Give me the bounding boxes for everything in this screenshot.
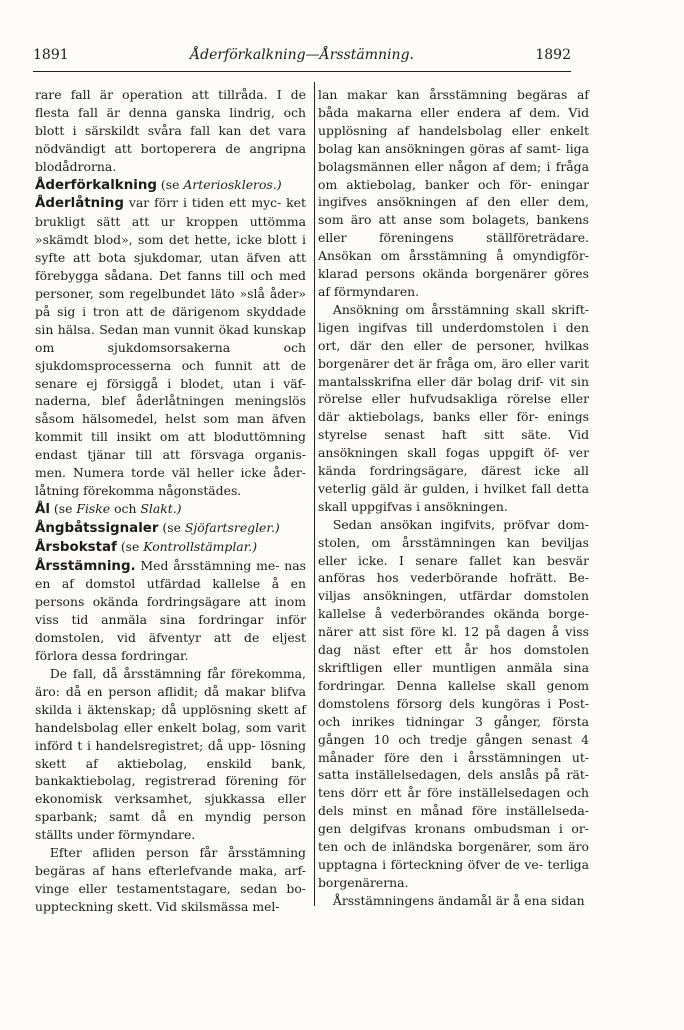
entry-arsbokstaf (35, 538, 306, 557)
left-column (35, 86, 306, 916)
paragraph: Efter afliden person får årsstämning begäras af hans efterlefvande maka, arf- vinge eller testamentstagare, sedan bo- uppteckning skett. Vid skilsmässa mel- (35, 845, 306, 914)
paragraph: De fall, då årsstämning får förekomma, äro: då en person aflidit; då makar blifva skilda i äktenskap; då upplösning skett af handelsbolag eller enkelt bolag, som varit införd t i handelsregistret; då upp- lösning skett af aktiebolag, enskild bank, bankaktiebolag, registrerad förening för ekonomisk verksamhet, sjukkassa eller sparbank; samt då en myndig person ställts under förmyndare. (35, 666, 306, 843)
entry-headword: Åderlåtning (35, 196, 124, 212)
entry-text: Med årsstämning me- nas en af domstol utfärdad kallelse å en persons okända fordringsägare att inom viss tid anmäla sina fordringar inför domstolen, vid äfventyr att de eljest förlora dessa fordringar. (35, 557, 306, 664)
entry-headword: Åderförkalkning (35, 177, 157, 193)
entry-see: (se (116, 538, 144, 554)
entry-see: (se (158, 519, 185, 535)
header-rule (33, 71, 571, 72)
page-number-left: 1891 (33, 47, 69, 63)
column-divider (314, 82, 315, 906)
entry-text: var förr i tiden ett myc- ket brukligt sätt att ur kroppen uttömma »skämdt blod», som det hette, icke blott i syfte att bota sjukdomar, utan äfven att förebygga sådana. Det fanns till och med personer, som regelbundet läto »slå åder» på sig i tron att de därigenom skyddade sin hälsa. Sedan man vunnit ökad kunskap om sjukdomsorsakerna och sjukdomsprocesserna och funnit att de senare ej försiggå i blodet, utan i väf- naderna, blef åderlåtningen meningslös såsom hälsomedel, helst som man äfven kommit till insikt om att bloduttömning endast tjänar till att försvaga organis- men. Numera torde väl heller icke åder- låtning förekomma någonstädes. (35, 195, 306, 498)
entry-reference: Slakt.) (140, 500, 182, 516)
paragraph-continued: lan makar kan årsstämning begäras af båda makarna eller endera af dem. Vid upplösning af handelsbolag eller enkelt bolag kan ansökningen göras af samt- liga bolagsmännen eller någon af dem; i fråga om aktiebolag, banker och för- eningar ingifves ansökningen af den eller dem, som äro att anse som bolagets, bankens eller föreningens ställföreträdare. Ansökan om årsstämning å omyndigför- klarad persons okända borgenärer göres af förmyndaren. (318, 87, 589, 299)
running-title: Åderförkalkning—Årsstämning. (190, 47, 414, 63)
entry-arsstamning (35, 557, 306, 665)
entry-headword: Årsstämning. (35, 558, 136, 574)
running-header (33, 44, 571, 68)
right-column (318, 86, 589, 910)
paragraph: Årsstämningens ändamål är å ena sidan (332, 892, 585, 908)
entry-angbatssignaler (35, 519, 306, 538)
entry-see: (se (49, 500, 77, 516)
entry-aderlatning (35, 194, 306, 499)
entry-reference: Sjöfartsregler.) (184, 519, 280, 535)
paragraph: Ansökning om årsstämning skall skrift- ligen ingifvas till underdomstolen i den ort, där den eller de personer, hvilkas borgenärer det är fråga om, äro eller varit mantalsskrifna eller där bolag drif- vit sin rörelse eller hufvudsakliga rörelse eller där aktiebolags, banks eller för- enings styrelse senast haft sitt säte. Vid ansökningen skall fogas uppgift öf- ver kända fordringsägare, därest icke all veterlig gäld är gulden, i hvilket fall detta skall uppgifvas i ansökningen. (318, 301, 589, 514)
entry-conjunction: och (110, 500, 141, 516)
entry-reference: Kontrollstämplar.) (143, 538, 258, 554)
entry-headword: Årsbokstaf (35, 539, 117, 555)
entry-headword: Ål (35, 501, 50, 517)
entry-reference: Fiske (76, 500, 111, 516)
entry-aderforkalkning (35, 176, 306, 195)
entry-reference: Arterioskleros.) (183, 176, 282, 192)
page-number-right: 1892 (535, 47, 571, 63)
entry-headword: Ångbåtssignaler (35, 520, 159, 536)
entry-al (35, 500, 306, 519)
entry-see: (se (156, 176, 184, 192)
paragraph: Sedan ansökan ingifvits, pröfvar dom- stolen, om årsstämningen kan beviljas eller icke. I senare fallet kan besvär anföras hos vederbörande hofrätt. Be- viljas ansökningen, utfärdar domstolen kallelse å vederbörandes okända borge- närer att sist före kl. 12 på dagen å viss dag näst efter ett år hos domstolen skriftligen eller muntligen anmäla sina fordringar. Denna kallelse skall genom domstolens försorg dels kungöras i Post- och inrikes tidningar 3 gånger, första gången 10 och tredje gången senast 4 månader före den i årsstämningen ut- satta inställelsedagen, dels anslås på rät- tens dörr ett år före inställelsedagen och dels minst en månad före inställelseda- gen delgifvas kronans ombudsman i or- ten och de inländska borgenärer, som äro upptagna i förteckning öfver de ve- terliga borgenärerna. (318, 516, 589, 890)
paragraph-continued: rare fall är operation att tillråda. I de flesta fall är denna ganska lindrig, och blott i särskildt svåra fall kan det vara nödvändigt att bortoperera de angripna blodådrorna. (35, 87, 306, 174)
